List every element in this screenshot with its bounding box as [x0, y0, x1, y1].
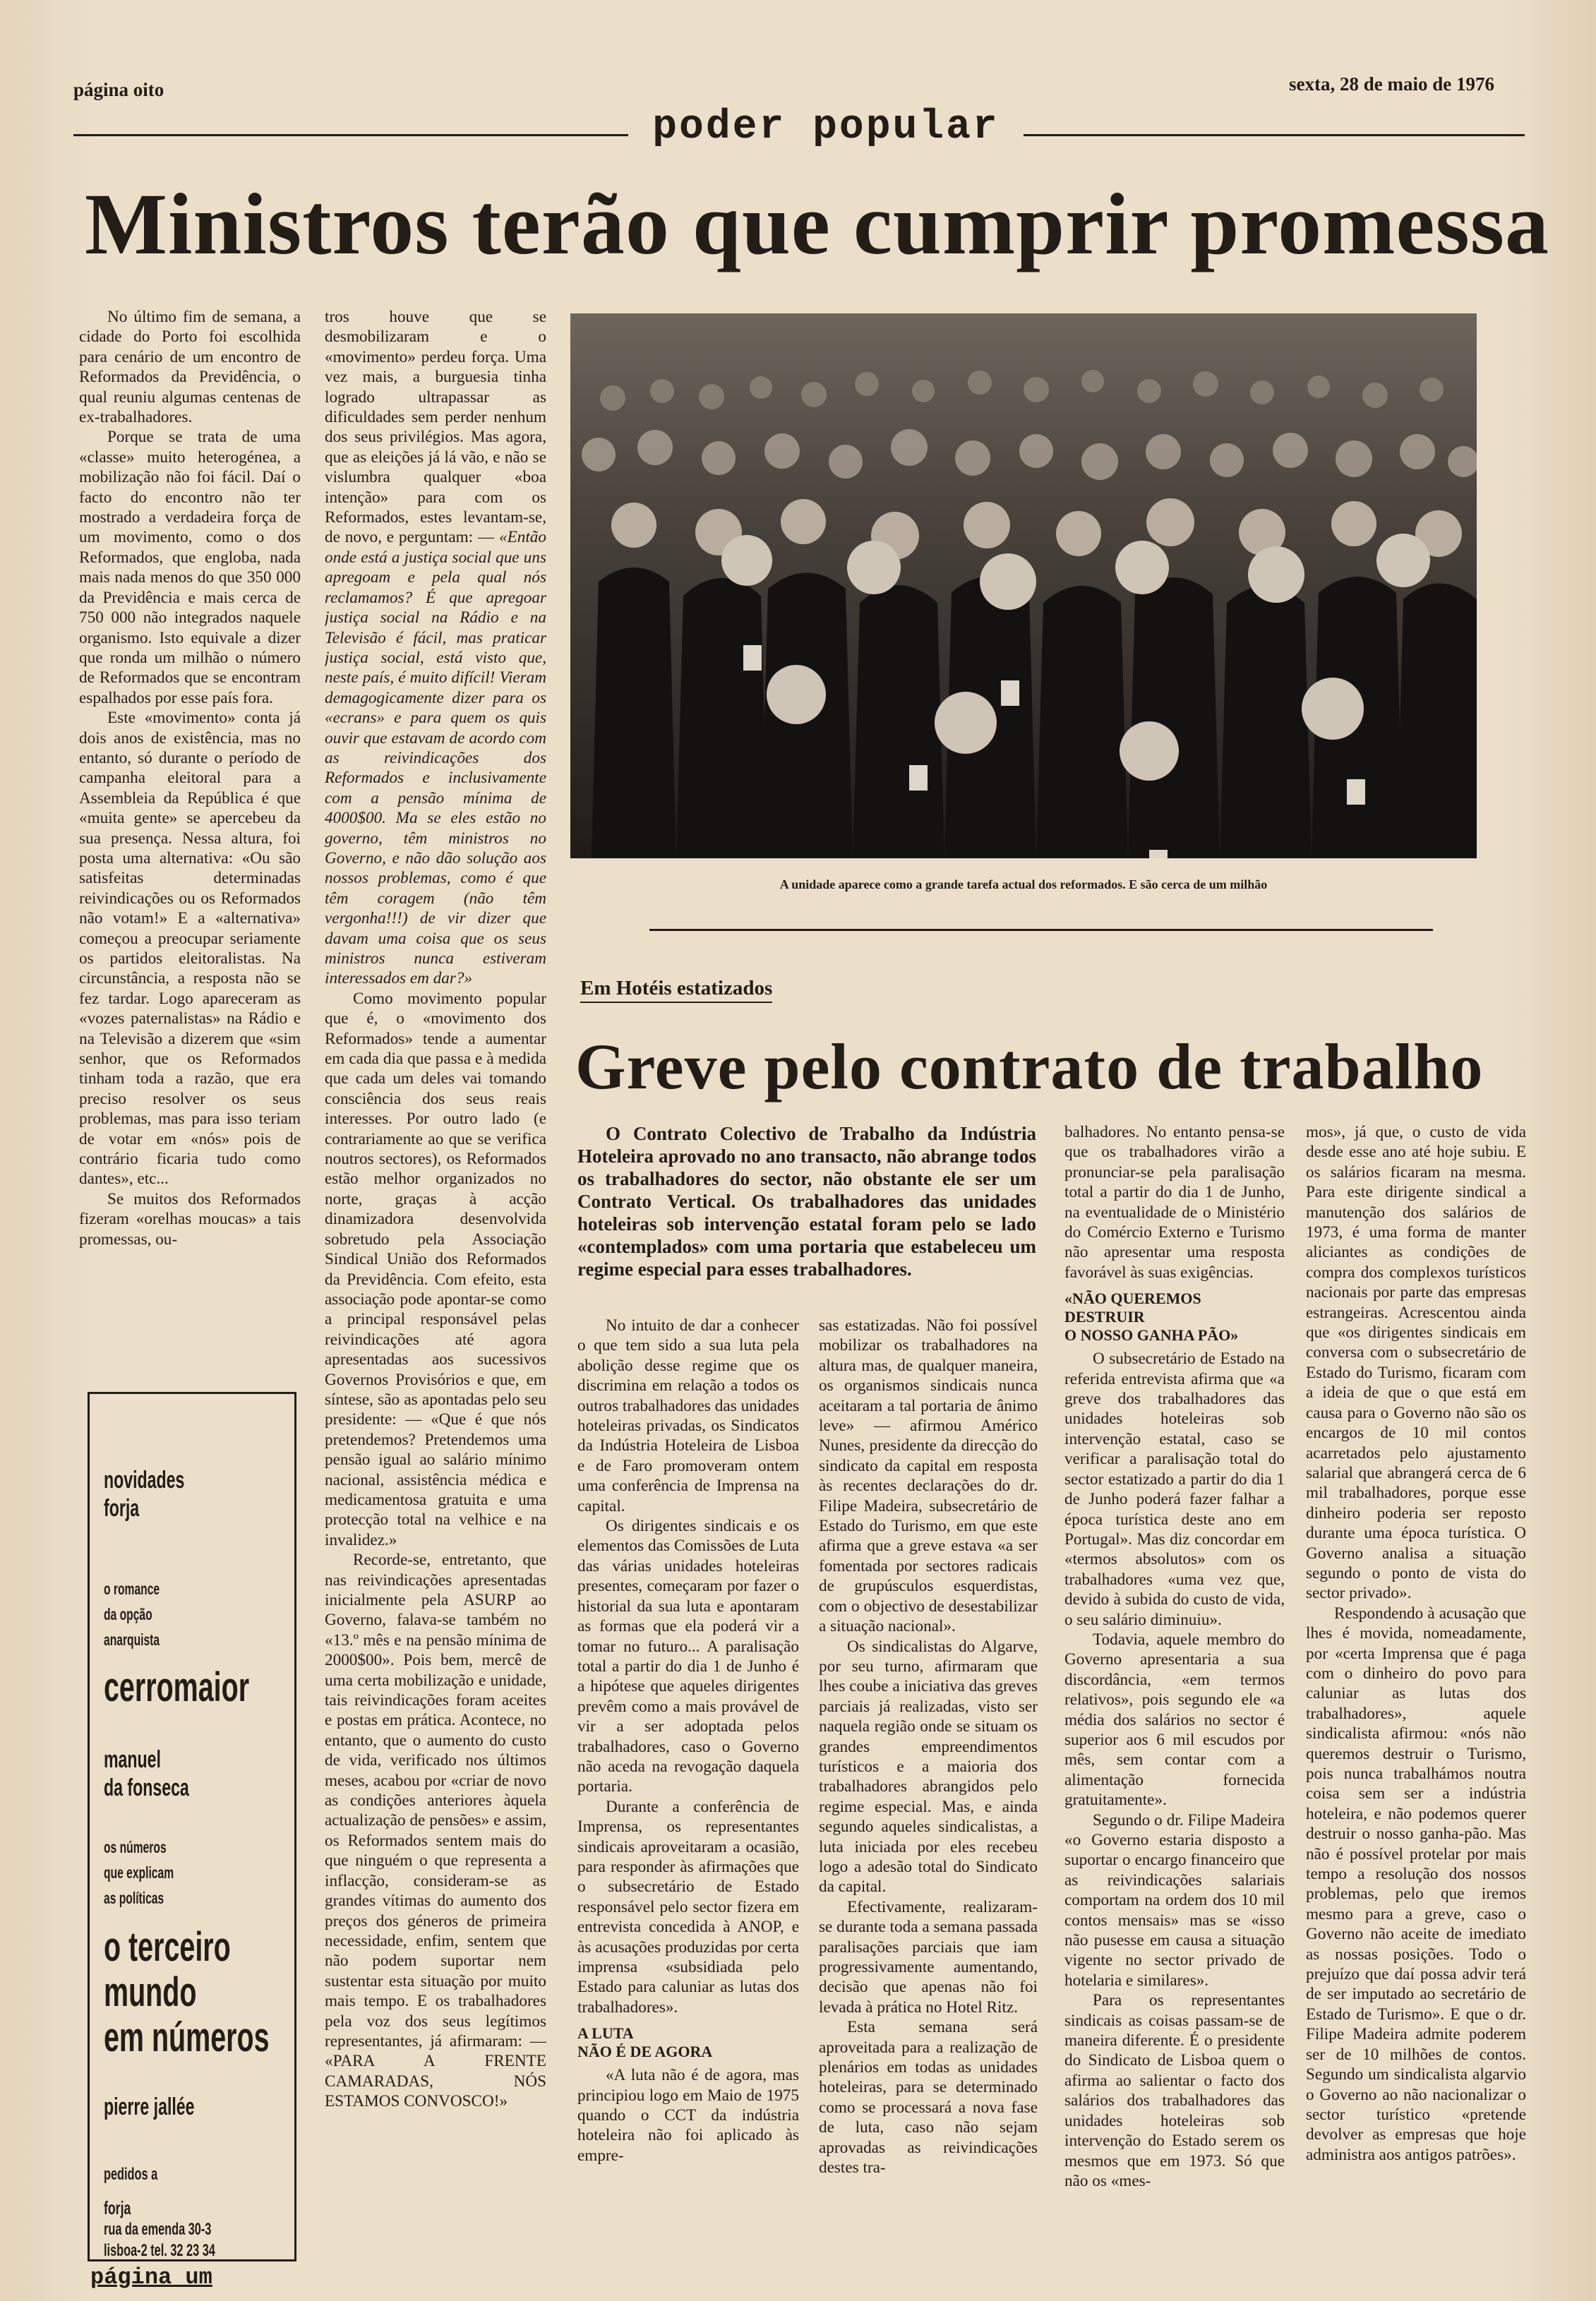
paragraph: No intuito de dar a conhecer o que tem sido a sua luta pela abolição desse regime que os discrimina em relação a todos os outros trabalhadores das unidades hoteleiras privadas, os Sindicatos da Indústria Hoteleira de Lisboa e de Faro promoveram ontem uma conferência de Imprensa na capital.: [577, 1316, 799, 1515]
subheading: [577, 2024, 799, 2061]
section-rule-left: [73, 134, 628, 136]
ad-text: anarquista: [104, 1630, 160, 1649]
ad-text: que explicam: [104, 1863, 174, 1882]
subheading-line: A LUTA: [577, 2024, 634, 2043]
paragraph: Segundo o dr. Filipe Madeira «o Governo estaria disposto a suportar o encargo financeiro que as reivindicações salariais comportam na ordem dos 10 mil contos mensais» mas se «isso não pusesse em causa a situação vigente no sector privado de hotelaria e similares».: [1064, 1810, 1285, 1990]
subheading-line: O NOSSO GANHA PÃO»: [1064, 1326, 1239, 1345]
paragraph: Recorde-se, entretanto, que nas reivindicações apresentadas inicialmente pela ASURP ao Governo, falava-se também no «13.º mês e na pensão mínima de 2000$00». Pois bem, mercê de uma certa mobilização e unidade, tais reivindicações foram aceites e postas em prática. Acontece, no entanto, que o aumento do custo de vida, verificado nos últimos meses, acabou por «criar de novo as condições anteriores àquela actualização de pensões» e assim, os Reformados sentem mais do que ninguém o que representa a inflacção, consideram-se as grandes vítimas do aumento dos preços dos géneros de primeira necessidade, enfim, sentem que não podem suportar nem sustentar esta situação por muito mais tempo. E os trabalhadores pela voz dos seus legítimos representantes, já afirmaram: — «PARA A FRENTE CAMARADAS, NÓS ESTAMOS CONVOSCO!»: [325, 1551, 546, 2111]
paragraph: mos», já que, o custo de vida desde esse ano até hoje subiu. E os salários ficaram na mesma. Para este dirigente sindical a manutenção dos salários de 1973, é uma forma de manter aliciantes as condições de compra dos complexos turísticos nacionais por parte das empresas estrangeiras. Acrescentou ainda que «os dirigentes sindicais em conversa com o subsecretário de Estado do Turismo, ficaram com a ideia de que o que está em causa para o Governo não são os encargos de 10 mil contos acarretados pelo ajustamento salarial que abrangerá cerca de 6 mil trabalhadores, porque esse dinheiro poderia ser reposto durante uma época turística. O Governo analisa a situação segundo o ponto de vista do sector privado».: [1306, 1123, 1526, 1603]
article1-column-1: [79, 307, 301, 1359]
forja-advertisement: [88, 1392, 296, 2261]
paragraph: Efectivamente, realizaram-se durante toda a semana passada paralisações parciais que iam progressivamente aumentando, decisão que apenas não foi levada à prática no Hotel Ritz.: [819, 1897, 1038, 2017]
section-rule-right: [1024, 134, 1525, 136]
paragraph: «A luta não é de agora, mas principiou logo em Maio de 1975 quando o CCT da indústria hoteleira não foi aplicado às empre-: [577, 2066, 799, 2165]
publisher: forja: [104, 2197, 131, 2218]
paragraph: Este «movimento» conta já dois anos de existência, mas no entanto, só durante o período de campanha eleitoral para a Assembleia da República é que «muita gente» se apercebeu da sua presença. Nessa altura, foi posta uma alternativa: «Ou são satisfeitas determinadas reivindicações ou os Reformados não votam!» E a «alternativa» começou a preocupar seriamente os partidos eleitoralistas. Na circunstância, a resposta não se fez tardar. Logo apareceram as «vozes paternalistas» na Rádio e na Televisão a dizerem que «sim senhor, que os Reformados tinham toda a razão, que era preciso resolver os seus problemas, mas para isso teriam de votar em «nós» pois de contrário ficaria tudo como dantes», etc...: [79, 709, 301, 1189]
paragraph: No último fim de semana, a cidade do Porto foi escolhida para cenário de um encontro de Reformados da Previdência, o qual reuniu algumas centenas de ex-trabalhadores.: [79, 308, 301, 427]
paragraph: [325, 307, 546, 989]
issue-date: sexta, 28 de maio de 1976: [1289, 73, 1494, 95]
book-title: o terceiro: [104, 1924, 231, 1970]
ad-text: pedidos a: [104, 2165, 158, 2184]
subheading-line: NÃO É DE AGORA: [577, 2043, 713, 2061]
article2-lead: [577, 1122, 1036, 1280]
lead-paragraph: O Contrato Colectivo de Trabalho da Indústria Hoteleira aprovado no ano transacto, não abrange todos os trabalhadores do sector, não obstante ele ser um Contrato Vertical. Os trabalhadores das unidades hoteleiras sob intervenção estatal foram pelo se lado «contemplados» com uma portaria que estabeleceu um regime especial para esses trabalhadores.: [577, 1123, 1036, 1280]
photo-caption: A unidade aparece como a grande tarefa actual dos reformados. E são cerca de um milhão: [779, 877, 1268, 891]
subheading-line: «NÃO QUEREMOS: [1064, 1290, 1201, 1308]
paragraph: O subsecretário de Estado na referida entrevista afirma que «a greve dos trabalhadores das unidades hoteleiras sob intervenção estatal, caso se verificar a paralisação total do sector estatizado a partir do dia 1 de Junho poderá fazer falhar a época turística deste ano em Portugal». Mas diz concordar em «termos absolutos» com os trabalhadores «uma vez que, devido à subida do custo de vida, o seu salário diminuiu».: [1064, 1350, 1285, 1629]
book-title: em números: [104, 2014, 270, 2060]
paragraph: Respondendo à acusação que lhes é movida, nomeadamente, por «certa Imprensa que é paga com o dinheiro do povo para caluniar as lutas dos trabalhadores», aquele sindicalista afirmou: «nós não queremos destruir o Turismo, pois nunca trabalhámos noutra coisa sem ser a indústria hoteleira, e não podemos querer destruir o nosso ganha-pão. Mas não é possível protelar por mais tempo a resolução dos nossos problemas, pelo que iremos mesmo para a greve, caso o Governo não aceite de imediato as nossas posições. Todo o prejuízo que daí possa advir terá de ser imputado ao secretário de Estado de Turismo». E que o dr. Filipe Madeira admite poderem ser de 10 milhões de contos. Segundo um sindicalista algarvio o Governo ao não nacionalizar o sector turístico «pretende devolver as empresas que hoje administra aos antigos patrões».: [1306, 1604, 1526, 2164]
article2-kicker: Em Hotéis estatizados: [580, 977, 772, 1003]
paragraph: Porque se trata de uma «classe» muito heterogénea, a mobilização não foi fácil. Daí o facto do encontro não ter mostrado a verdadeira força de um movimento, como o dos Reformados, que engloba, nada mais nada menos do que 350 000 da Previdência e mais cerca de 750 000 não integrados naquele organismo. Isto equivale a dizer que ronda um milhão o número de Reformados que se encontram espalhados por esse país fora.: [79, 428, 301, 707]
footer-page-label: página um: [90, 2264, 212, 2290]
book-title: cerromaior: [104, 1664, 250, 1710]
paragraph: Os dirigentes sindicais e os elementos das Comissões de Luta das várias unidades hoteleiras presentes, começaram por fazer o historial da sua luta e apontaram as formas que ela poderá vir a tomar no futuro... A paralisação total a partir do dia 1 de Junho é a hipótese que aqueles dirigentes prevêm como a mais provável de vir a ser adoptada pelos trabalhadores, caso o Governo não aceda na revogação daquela portaria.: [577, 1517, 799, 1796]
paragraph: Como movimento popular que é, o «movimento dos Reformados» tende a aumentar em cada dia que passa e à medida que cada um deles vai tomando consciência dos seus reais interesses. Por outro lado (e contrariamente ao que se verifica noutros sectores), os Reformados estão melhor organizados no norte, graças à acção dinamizadora desenvolvida sobretudo pela Associação Sindical União dos Reformados da Previdência. Com efeito, esta associação pode apontar-se como a principal responsável pelas reivindicações até agora apresentadas aos sucessivos Governos Provisórios e que, em síntese, são as apontadas pelo seu presidente: — «Que é que nós pretendemos? Pretendemos uma pensão igual ao salário mínimo nacional, assistência médica e medicamentosa gratuita e uma protecção total na velhice e na invalidez.»: [325, 989, 546, 1549]
ad-text: o romance: [104, 1580, 160, 1598]
article2-column-1: [577, 1316, 799, 2286]
section-title: poder popular: [652, 104, 1000, 150]
paragraph: sas estatizadas. Não foi possível mobilizar os trabalhadores na altura mas, de qualquer maneira, os organismos sindicais nunca aceitaram a tal portaria de ânimo leve» — afirmou Américo Nunes, presidente da direcção do sindicato da capital em resposta às recentes declarações do dr. Filipe Madeira, subsecretário de Estado do Turismo, em que este afirma que a greve estava «a ser fomentada por sectores radicais de grupúsculos esquerdistas, com o objectivo de desestabilizar a situação nacional».: [819, 1316, 1038, 1636]
ad-text: as políticas: [104, 1889, 164, 1907]
ad-text: os números: [104, 1838, 167, 1856]
text-run: tros houve que se desmobilizaram e o «movimento» perdeu força. Uma vez mais, a burguesia tinha logrado ultrapassar as dificuldades sem perder nenhum dos seus privilégios. Mas agora, que as eleições já lá vão, e não se vislumbra qualquer «boa intenção» para com os Reformados, estes levantam-se, de novo, e perguntam: —: [325, 308, 546, 547]
divider-rule: [649, 929, 1433, 931]
subheading: [1064, 1290, 1285, 1345]
publisher-address: lisboa-2 tel. 32 23 34: [104, 2241, 215, 2260]
publisher-address: rua da emenda 30-3: [104, 2220, 212, 2239]
paragraph: Todavia, aquele membro do Governo apresentaria a sua discordância, «em termos relativos», pois segundo ele «a média dos salários no sector é superior aos 6 mil escudos por mês, sem contar com a alimentação fornecida gratuitamente».: [1064, 1630, 1285, 1810]
article2-column-3: [1064, 1122, 1285, 2286]
paragraph: Para os representantes sindicais as coisas passam-se de maneira diferente. É o presidente do Sindicato de Lisboa quem o afirma ao salientar o facto dos salários dos trabalhadores das unidades hoteleiras sob intervenção do Estado serem os mesmos que em 1973. Só que não os «mes-: [1064, 1991, 1285, 2190]
book-author: pierre jallée: [104, 2093, 195, 2120]
paragraph: Se muitos dos Reformados fizeram «orelhas moucas» a tais promessas, ou-: [79, 1189, 301, 1249]
main-headline: Ministros terão que cumprir promessa: [85, 176, 1549, 272]
article1-column-2: [325, 307, 546, 2276]
reformados-assembly-image: [570, 313, 1477, 858]
paragraph: Durante a conferência de Imprensa, os representantes sindicais aproveitaram a ocasião, para responder às afirmações que o subsecretário de Estado responsável pelo sector fizera em entrevista concedida à ANOP, e às acusações produzidas por certa imprensa «subsidiada pelo Estado para caluniar as lutas dos trabalhadores».: [577, 1797, 799, 2017]
article2-column-4: [1306, 1122, 1526, 2286]
page-label: página oito: [73, 79, 164, 100]
paragraph: Os sindicalistas do Algarve, por seu turno, afirmaram que lhes coube a iniciativa das greves parciais já realizadas, visto ser naquela região onde se situam os grandes empreendimentos turísticos e a maioria dos trabalhadores abrangidos pelo regime especial. Mas, e ainda segundo aqueles sindicalistas, a luta iniciada por eles recebeu logo a adesão total do Sindicato da capital.: [819, 1637, 1038, 1897]
article2-column-2: [819, 1316, 1038, 2286]
ad-heading: forja: [104, 1495, 140, 1522]
subheading-line: DESTRUIR: [1064, 1308, 1145, 1326]
book-author: da fonseca: [104, 1774, 189, 1801]
paragraph: balhadores. No entanto pensa-se que os trabalhadores virão a pronunciar-se pela paralisação total a partir do dia 1 de Junho, na eventualidade de o Ministério do Comércio Externo e Turismo não apresentar uma resposta favorável às suas exigências.: [1064, 1123, 1285, 1282]
quote: «Então onde está a justiça social que uns apregoam e pela qual nós reclamamos? É que apregoar justiça social na Rádio e na Televisão é fácil, mas praticar justiça social, está visto que, neste país, é muito difícil! Vieram demagogicamente dizer para os «ecrans» e para quem os quis ouvir que estavam de acordo com as reivindicações dos Reformados e inclusivamente com a pensão mínima de 4000$00. Ma se eles estão no governo, têm ministros no Governo, e não dão solução aos nossos problemas, como é que têm coragem (não têm vergonha!!!) de vir dizer que davam uma coisa que os seus ministros nunca estiveram interessados em dar?»: [325, 528, 546, 988]
ad-text: da opção: [104, 1605, 152, 1623]
book-title: mundo: [104, 1969, 197, 2015]
ad-heading: novidades: [104, 1467, 185, 1494]
book-author: manuel: [104, 1746, 161, 1773]
article2-headline: Greve pelo contrato de trabalho: [575, 1031, 1484, 1103]
paragraph: Esta semana será aproveitada para a realização de plenários em todas as unidades hoteleiras, para se determinado como se processará a nova fase de luta, caso não sejam aprovadas as reivindicações destes tra-: [819, 2018, 1038, 2177]
crowd-photo: [570, 313, 1477, 858]
